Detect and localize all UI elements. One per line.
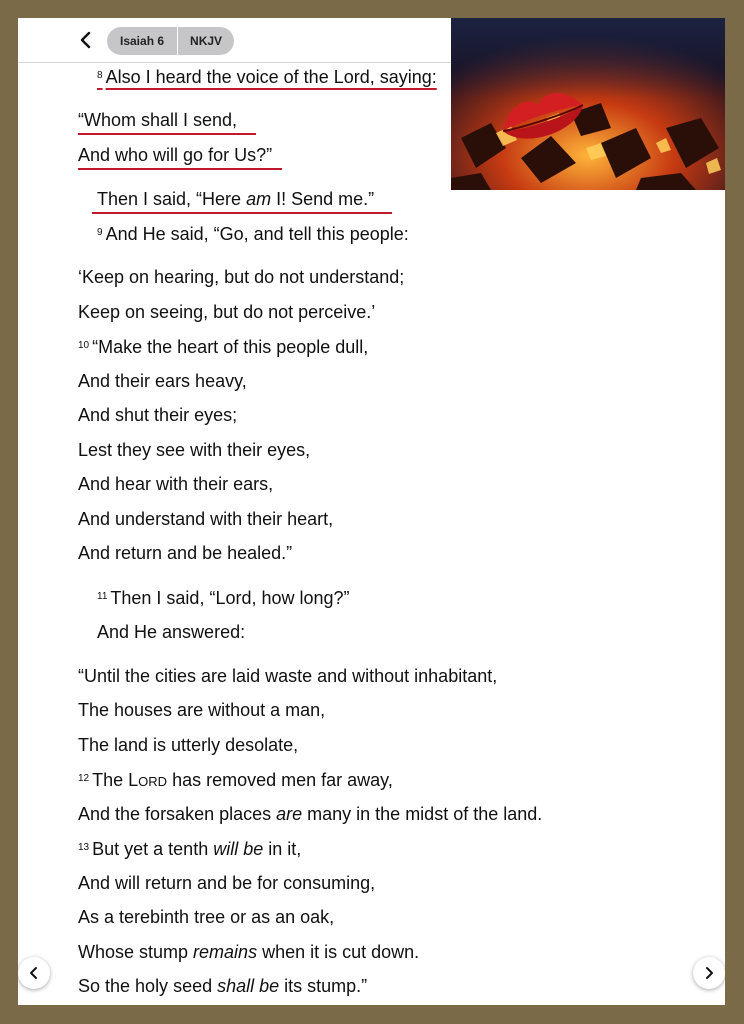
verse-line (78, 439, 310, 461)
verse-text: Then I said, “Lord, how long?” (110, 588, 350, 608)
verse-text: I! Send me.” (271, 189, 375, 209)
verse-text: Then I said, “Here (97, 189, 247, 209)
verse-line (78, 508, 333, 530)
red-underline (78, 168, 282, 170)
verse-text: So the holy seed (78, 976, 218, 996)
verse-text: The (92, 770, 129, 790)
verse-line (78, 542, 292, 564)
verse-text: And who will go for Us?” (78, 145, 273, 165)
reader-page (18, 18, 725, 1005)
verse-text: “Whom shall I send, (78, 110, 238, 130)
verse-text: Whose stump (78, 942, 194, 962)
verse-line (78, 837, 301, 860)
verse-line (78, 266, 404, 288)
verse-text: And shut their eyes; (78, 405, 238, 425)
back-button[interactable] (76, 28, 96, 52)
red-underline (78, 133, 256, 135)
verse-number: 10 (78, 340, 90, 351)
verse-text: And will return and be for consuming, (78, 873, 376, 893)
version-button[interactable]: NKJV (177, 27, 234, 55)
verse-line (78, 109, 237, 131)
verse-line (78, 734, 298, 756)
verse-line (97, 65, 437, 88)
book-chapter-button[interactable]: Isaiah 6 (120, 34, 165, 48)
red-underline (92, 212, 392, 214)
verse-text: And the forsaken places (78, 804, 277, 824)
verse-line (78, 872, 375, 894)
chevron-left-icon (76, 28, 96, 52)
verse-line (78, 665, 497, 687)
verse-text: “Until the cities are laid waste and without inhabitant, (78, 666, 498, 686)
verse-number: 13 (78, 842, 90, 853)
verse-text: The houses are without a man, (78, 700, 326, 720)
verse-text: And He said, “Go, and tell this people: (105, 224, 409, 244)
verse-italic: remains (193, 942, 258, 962)
verse-text: And return and be healed.” (78, 543, 293, 563)
verse-number: 11 (97, 591, 108, 602)
verse-line (78, 370, 247, 392)
verse-text: ‘Keep on hearing, but do not understand; (78, 267, 405, 287)
verse-line (78, 301, 375, 323)
verse-text: Keep on seeing, but do not perceive.’ (78, 302, 376, 322)
verse-italic: shall be (217, 976, 280, 996)
verse-text: And He answered: (97, 622, 246, 642)
verse-text: “Make the heart of this people dull, (92, 337, 369, 357)
verse-line (97, 222, 409, 245)
verse-text: in it, (263, 839, 302, 859)
chevron-right-icon (701, 965, 717, 981)
verse-line (97, 621, 245, 643)
verse-text: As a terebinth tree or as an oak, (78, 907, 335, 927)
burning-coals-lips-image (451, 18, 725, 190)
verse-line (78, 144, 272, 166)
passage-selector (107, 27, 234, 55)
verse-number: 12 (78, 773, 90, 784)
verse-italic: are (276, 804, 303, 824)
verse-text: But yet a tenth (92, 839, 214, 859)
verse-number: 8 (97, 70, 103, 81)
verse-line (78, 941, 419, 963)
verse-line (78, 768, 393, 791)
verse-line (78, 699, 325, 721)
chevron-left-icon (26, 965, 42, 981)
verse-text: Also I heard the voice of the Lord, saying: (105, 67, 437, 87)
verse-italic: am (246, 189, 272, 209)
verse-line (78, 906, 334, 928)
verse-text: many in the midst of the land. (302, 804, 543, 824)
verse-text: And hear with their ears, (78, 474, 274, 494)
verse-text: And their ears heavy, (78, 371, 247, 391)
verse-line (97, 586, 350, 609)
verse-line (78, 803, 542, 825)
next-chapter-button[interactable] (693, 957, 725, 989)
verse-line (78, 404, 237, 426)
verse-text: when it is cut down. (257, 942, 420, 962)
verse-text: its stump.” (279, 976, 368, 996)
verse-line (97, 188, 374, 210)
verse-number: 9 (97, 227, 103, 238)
verse-small-caps: Lord (128, 770, 168, 790)
verse-line (78, 473, 273, 495)
verse-italic: will be (213, 839, 264, 859)
verse-line (78, 335, 368, 358)
previous-chapter-button[interactable] (18, 957, 50, 989)
verse-text: Lest they see with their eyes, (78, 440, 311, 460)
verse-text: And understand with their heart, (78, 509, 334, 529)
verse-text: has removed men far away, (167, 770, 393, 790)
verse-line (78, 975, 367, 997)
verse-text: The land is utterly desolate, (78, 735, 299, 755)
